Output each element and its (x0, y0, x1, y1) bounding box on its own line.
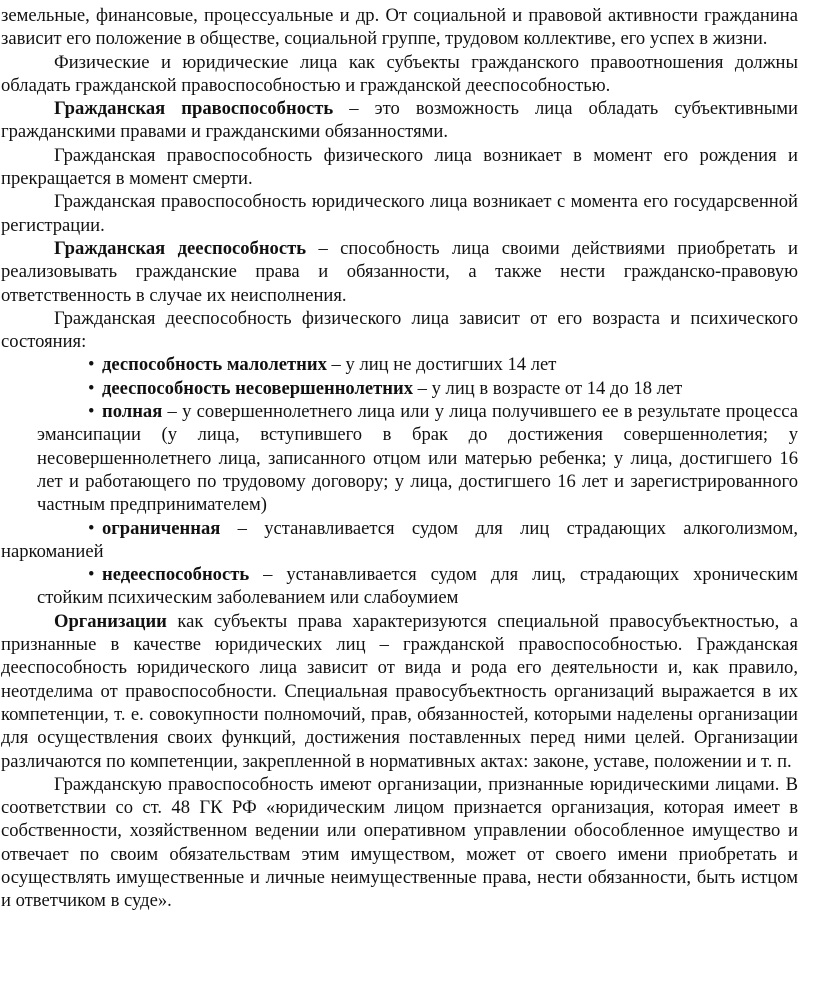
paragraph-active-capacity-definition (1, 237, 798, 307)
definition-text: – способность лица своими действиями приобретать и реализовывать гражданские права и обязанности, а также нести гражданско-правовую ответственность в случае их неисполнения. (1, 237, 798, 306)
list-item-incapacity (37, 563, 798, 610)
paragraph-subjects: Физические и юридические лица как субъекты гражданского правоотношения должны обладать гражданской правоспособностью и гражданской дееспособностью. (1, 51, 798, 96)
paragraph-legal-capacity-definition (1, 97, 798, 144)
term-legal-capacity: Гражданская правоспособность (54, 98, 334, 120)
definition-text: – это возможность лица обладать субъективными гражданскими правами и гражданскими обязанностями. (1, 98, 798, 143)
list-item-text: – устанавливается судом для лиц страдающих алкоголизмом, наркоманией (1, 517, 798, 562)
paragraph-capacity-depends: Гражданская дееспособность физического лица зависит от его возраста и психического состояния: (1, 307, 798, 353)
paragraph-civil-code: Гражданскую правоспособность имеют организации, признанные юридическими лицами. В соответствии со ст. 48 ГК РФ «юридическим лицом признается организация, которая имеет в собственности, хозяйственном ведении или оперативном управлении обособленное имущество и отвечает по своим обязательствам этим имуществом, может от своего имени приобретать и осуществлять имущественные и личные неимущественные права, нести обязанности, быть истцом и ответчиком в суде». (1, 773, 798, 912)
bullet-icon: • (88, 377, 95, 399)
paragraph-legal-entity-capacity: Гражданская правоспособность юридического лица возникает с момента его государсвенной регистрации. (1, 191, 798, 236)
bullet-icon: • (88, 401, 95, 423)
list-item-text: – устанавливается судом для лиц, страдающих хроническим стойким психическим заболеванием или слабоумием (37, 564, 798, 609)
paragraph-text: как субъекты права характеризуются специальной правосубъектностью, а признанные в качестве юридических лиц – гражданской правоспособностью. Гражданская дееспособность юридического лица зависит от вида и рода его деятельности и, как правило, неотделима от правоспособности. Специальная правосубъектность организаций выражается в их компетенции, т. е. совокупности полномочий, прав, обязанностей, которыми наделены организации для осуществления своих функций, достижения поставленных перед ними целей. Организации различаются по компетенции, закрепленной в нормативных актах: законе, уставе, положении и т. п. (1, 610, 798, 772)
bullet-icon: • (88, 564, 95, 586)
list-item-juveniles (37, 377, 798, 400)
list-item-term: ограниченная (102, 517, 221, 539)
list-item-term: полная (102, 401, 163, 423)
bullet-icon: • (88, 517, 95, 539)
list-item-limited (1, 517, 798, 564)
list-item-text: – у совершеннолетнего лица или у лица получившего ее в результате процесса эмансипации (у лица, вступившего в брак до достижения совершеннолетия; у несовершеннолетнего лица, записанного отцом или матерью ребенка; у лица, достигшего 16 лет и работающего по трудовому договору; у лица, достигшего 16 лет и зарегистрированного частным предпринимателем) (37, 401, 798, 516)
list-item-text: – у лиц не достигших 14 лет (326, 354, 557, 376)
list-item-minors (37, 353, 798, 376)
list-item-term: дееспособность несовершеннолетних (102, 377, 414, 399)
paragraph-intro-continuation: земельные, финансовые, процессуальные и др. От социальной и правовой активности гражданина зависит его положение в обществе, социальной группе, трудовом коллективе, его успех в жизни. (1, 5, 798, 50)
list-item-text: – у лиц в возрасте от 14 до 18 лет (413, 377, 683, 399)
bullet-icon: • (88, 354, 95, 376)
paragraph-natural-person-capacity: Гражданская правоспособность физического лица возникает в момент его рождения и прекращается в момент смерти. (1, 144, 798, 190)
list-item-full (37, 400, 798, 516)
paragraph-organizations (1, 610, 798, 773)
list-item-term: недееспособность (102, 564, 250, 586)
list-item-term: деспособность малолетних (102, 354, 327, 376)
term-organizations: Организации (54, 610, 167, 632)
term-active-capacity: Гражданская дееспособность (54, 237, 307, 259)
